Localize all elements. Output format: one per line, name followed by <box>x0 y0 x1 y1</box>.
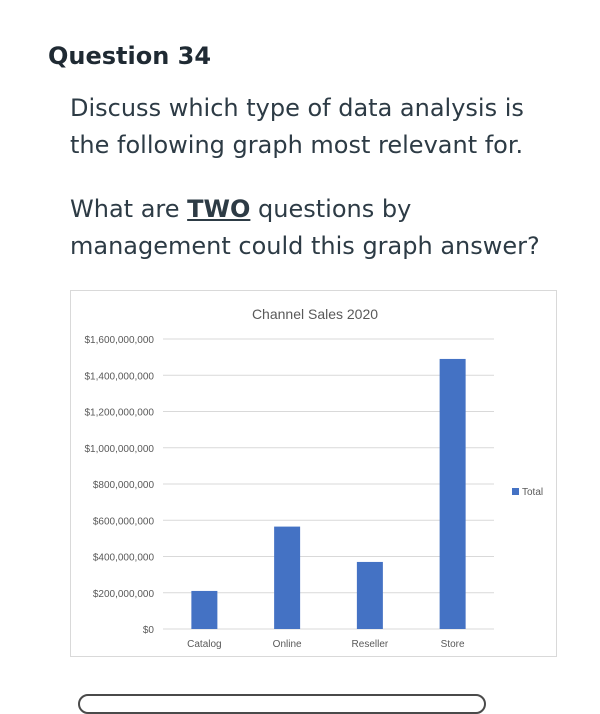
legend-label: Total <box>522 487 544 498</box>
legend-swatch <box>512 488 519 495</box>
bar-reseller <box>357 562 383 629</box>
bar-store <box>440 359 466 629</box>
question-title: Question 34 <box>48 42 212 70</box>
subprompt-emphasis: TWO <box>187 195 251 223</box>
bar-online <box>274 527 300 629</box>
x-tick-label: Reseller <box>351 639 389 650</box>
y-tick-label: $1,200,000,000 <box>84 407 154 419</box>
y-tick-label: $1,400,000,000 <box>84 371 154 383</box>
y-tick-label: $1,000,000,000 <box>84 443 154 455</box>
x-tick-label: Catalog <box>187 639 222 650</box>
y-tick-label: $600,000,000 <box>92 516 154 528</box>
y-tick-label: $0 <box>142 625 154 636</box>
chart-frame <box>70 290 557 657</box>
bars <box>191 359 465 629</box>
y-tick-label: $200,000,000 <box>92 588 154 600</box>
bar-catalog <box>191 591 217 629</box>
y-tick-label: $1,600,000,000 <box>84 335 154 346</box>
bar-chart <box>71 291 558 658</box>
y-axis-ticks <box>84 335 154 636</box>
x-tick-label: Online <box>272 639 302 650</box>
y-tick-label: $800,000,000 <box>92 480 154 491</box>
question-prompt: Discuss which type of data analysis is the following graph most relevant for. <box>70 94 524 159</box>
y-tick-label: $400,000,000 <box>92 552 154 564</box>
chart-title: Channel Sales 2020 <box>251 306 379 322</box>
question-subprompt <box>70 191 570 265</box>
answer-input[interactable] <box>78 694 486 714</box>
x-tick-label: Store <box>440 639 465 650</box>
x-axis-ticks <box>187 639 465 650</box>
legend <box>512 487 543 498</box>
subprompt-text-end: questions by management could this graph answer? <box>70 195 540 260</box>
subprompt-text-start: What are <box>70 195 188 223</box>
